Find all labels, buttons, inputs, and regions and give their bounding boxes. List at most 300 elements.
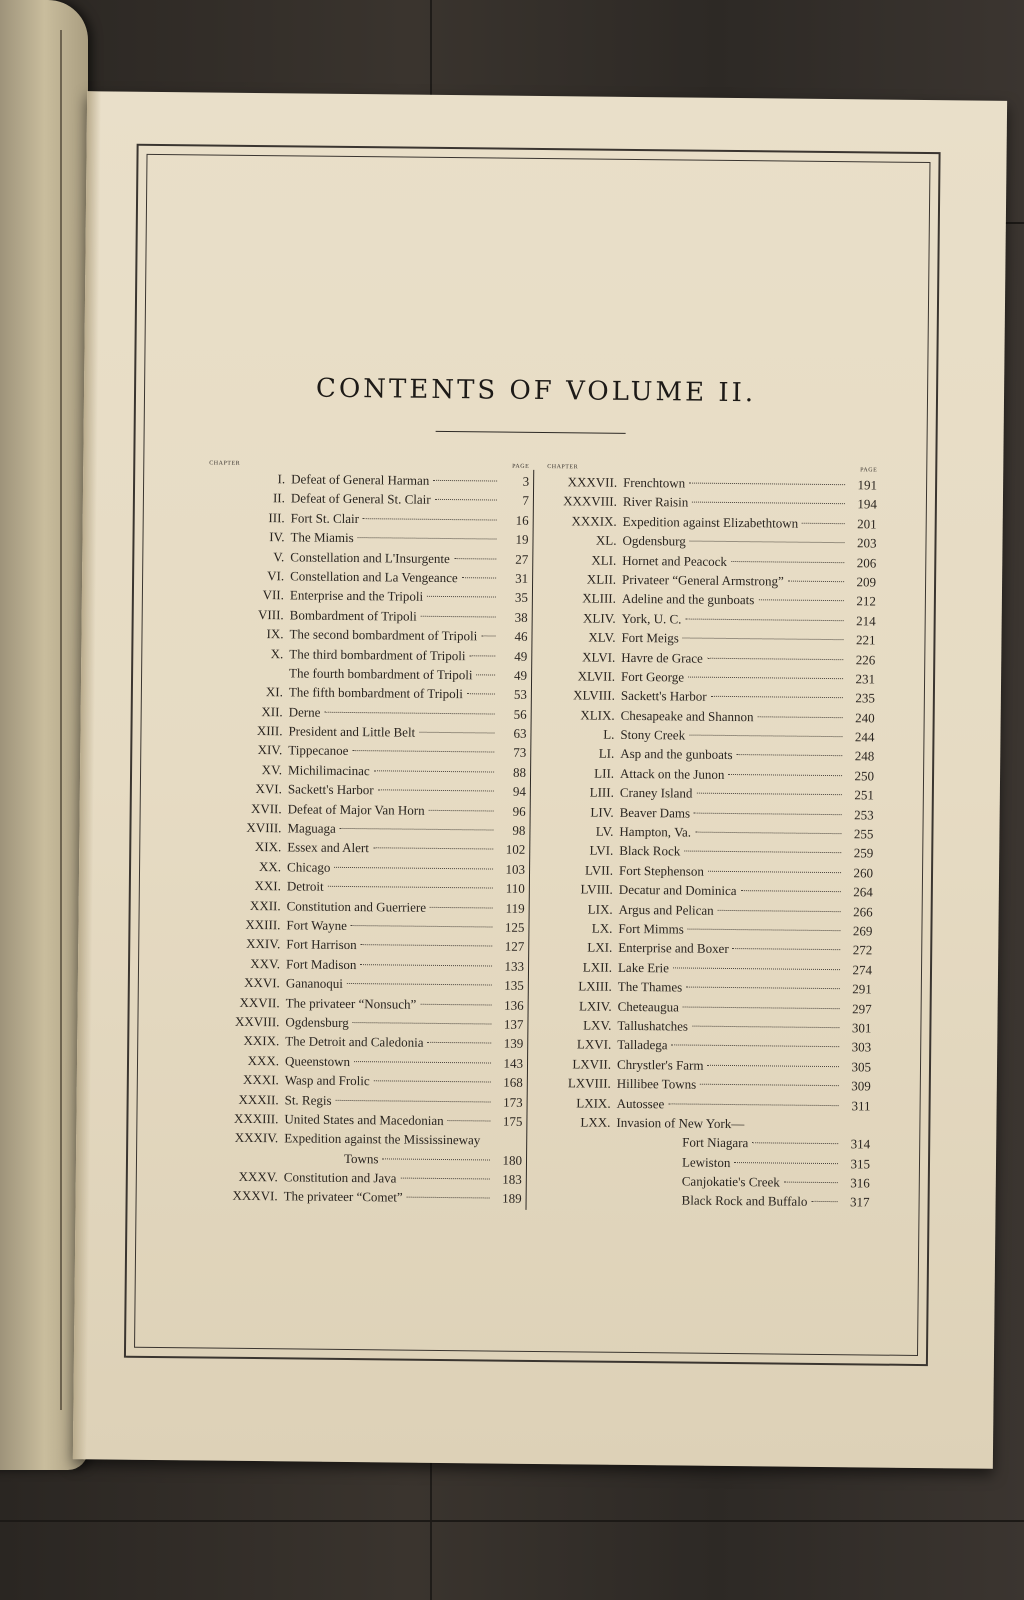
chapter-title: Constitution and Java bbox=[283, 1169, 397, 1186]
chapter-number: XLIX. bbox=[580, 707, 615, 723]
chapter-title: Canjokatie's Creek bbox=[681, 1173, 780, 1190]
chapter-title: River Raisin bbox=[622, 494, 689, 510]
leader-dots bbox=[427, 596, 496, 598]
leader-dots bbox=[448, 1120, 491, 1121]
leader-dots bbox=[400, 1178, 489, 1180]
chapter-title: Lake Erie bbox=[617, 959, 670, 976]
chapter-number: XXXVII. bbox=[567, 474, 618, 490]
page-number: 63 bbox=[513, 725, 527, 741]
leader-dots bbox=[419, 732, 494, 734]
leader-dots bbox=[363, 518, 497, 520]
chapter-number: XXVI. bbox=[244, 975, 280, 991]
chapter-number: XXXVIII. bbox=[563, 493, 617, 510]
page-number: 125 bbox=[504, 919, 525, 935]
chapter-title: Defeat of General St. Clair bbox=[290, 490, 431, 508]
leader-dots bbox=[700, 1084, 839, 1086]
leader-dots bbox=[752, 1143, 838, 1145]
chapter-number: XI. bbox=[265, 684, 283, 700]
leader-dots bbox=[689, 735, 842, 738]
chapter-title: Craney Island bbox=[619, 785, 693, 801]
page-number: 180 bbox=[502, 1152, 523, 1168]
chapter-title: Essex and Alert bbox=[287, 839, 369, 856]
page-number: 183 bbox=[502, 1171, 522, 1187]
page-number: 297 bbox=[852, 1000, 872, 1017]
page-number: 16 bbox=[515, 512, 529, 528]
page-number: 255 bbox=[853, 826, 874, 842]
leader-dots bbox=[683, 638, 844, 641]
chapter-number: XII. bbox=[261, 703, 283, 719]
page-number: 173 bbox=[503, 1094, 523, 1110]
page-number: 139 bbox=[503, 1035, 524, 1052]
leader-dots bbox=[711, 696, 843, 698]
chapter-title: Fort Wayne bbox=[286, 917, 348, 933]
chapter-number: V. bbox=[273, 548, 285, 564]
leader-dots bbox=[481, 636, 495, 637]
page-number: 88 bbox=[513, 764, 527, 780]
leader-dots bbox=[336, 1099, 491, 1102]
leader-dots bbox=[435, 499, 497, 501]
contents-entry bbox=[539, 1191, 869, 1214]
chapter-number: I. bbox=[277, 471, 286, 487]
leader-dots bbox=[334, 867, 493, 870]
leader-dots bbox=[692, 502, 845, 505]
leader-dots bbox=[688, 676, 843, 679]
chapter-title: Cheteaugua bbox=[617, 998, 680, 1015]
leader-dots bbox=[462, 577, 496, 578]
page-border-frame bbox=[124, 144, 941, 1366]
chapter-number: LVII. bbox=[584, 862, 614, 878]
page-number: 175 bbox=[502, 1113, 523, 1129]
chapter-number: XIII. bbox=[256, 723, 283, 739]
page-number: 303 bbox=[851, 1039, 872, 1055]
chapter-number: XXXIX. bbox=[571, 513, 617, 529]
chapter-number: LIV. bbox=[590, 804, 614, 820]
chapter-title: Fort George bbox=[621, 668, 685, 685]
chapter-title: Bombardment of Tripoli bbox=[289, 607, 417, 624]
leader-dots bbox=[684, 851, 841, 854]
chapter-title: York, U. C. bbox=[621, 610, 682, 627]
leader-dots bbox=[748, 1124, 838, 1125]
page-number: 3 bbox=[522, 473, 530, 489]
leader-dots bbox=[467, 694, 495, 695]
chapter-title: Gananoqui bbox=[285, 975, 343, 992]
chapter-number: XXX. bbox=[247, 1052, 280, 1069]
chapter-number: XL. bbox=[595, 532, 617, 548]
page-number: 203 bbox=[856, 535, 877, 551]
leader-dots bbox=[688, 929, 841, 932]
chapter-title: Decatur and Dominica bbox=[618, 882, 737, 899]
leader-dots bbox=[454, 558, 496, 559]
chapter-number: LXIX. bbox=[576, 1094, 611, 1111]
chapter-number: L. bbox=[603, 726, 615, 742]
chapter-number bbox=[540, 1165, 682, 1166]
page-number: 311 bbox=[851, 1097, 871, 1113]
page-number: 250 bbox=[854, 768, 875, 784]
leader-dots bbox=[353, 1022, 492, 1024]
chapter-number bbox=[540, 1203, 682, 1204]
page-number: 143 bbox=[503, 1055, 524, 1071]
leader-dots bbox=[733, 948, 841, 950]
chapter-title: The privateer “Comet” bbox=[283, 1188, 403, 1206]
chapter-number: XLIII. bbox=[582, 590, 616, 607]
chapter-number: XXIII. bbox=[245, 916, 281, 933]
page-number: 209 bbox=[856, 574, 877, 590]
leader-dots bbox=[758, 600, 844, 602]
chapter-number: XVIII. bbox=[246, 819, 282, 836]
chapter-title: Ogdensburg bbox=[285, 1014, 349, 1030]
chapter-title: Black Rock and Buffalo bbox=[681, 1192, 808, 1210]
leader-dots bbox=[708, 1064, 840, 1066]
chapter-number: XXIX. bbox=[243, 1033, 280, 1049]
chapter-number: LXX. bbox=[580, 1114, 611, 1130]
chapter-title: Michilimacinac bbox=[288, 762, 370, 779]
chapter-title: Fort Harrison bbox=[286, 936, 357, 953]
chapter-title: Autossee bbox=[616, 1095, 665, 1111]
chapter-number: VI. bbox=[267, 568, 285, 584]
page-number: 73 bbox=[513, 745, 527, 761]
leader-dots bbox=[347, 983, 492, 986]
chapter-title: The Miamis bbox=[290, 529, 354, 546]
leader-dots bbox=[737, 755, 843, 757]
page-number: 53 bbox=[513, 687, 527, 703]
page-number: 27 bbox=[515, 551, 529, 567]
contents-page bbox=[73, 91, 1007, 1469]
leader-dots bbox=[694, 812, 842, 815]
chapter-title: Fort Stephenson bbox=[618, 862, 705, 879]
page-number: 244 bbox=[854, 729, 875, 745]
page-number: 274 bbox=[852, 962, 873, 978]
leader-dots bbox=[802, 523, 845, 524]
chapter-number: XLI. bbox=[591, 552, 617, 568]
leader-dots bbox=[374, 1080, 491, 1082]
page-number: 168 bbox=[503, 1074, 523, 1090]
page-number: 206 bbox=[856, 554, 877, 571]
chapter-title: Black Rock bbox=[619, 843, 681, 859]
chapter-title: The second bombardment of Tripoli bbox=[289, 626, 478, 644]
chapter-title: Expedition against Elizabethtown bbox=[622, 513, 799, 531]
leader-dots bbox=[429, 809, 494, 811]
leader-dots bbox=[470, 655, 496, 656]
chapter-number: XVII. bbox=[250, 800, 282, 816]
chapter-number: LXI. bbox=[587, 939, 613, 956]
chapter-number: XVI. bbox=[255, 781, 282, 797]
leader-dots bbox=[686, 987, 840, 990]
leader-dots bbox=[361, 945, 493, 947]
chapter-number: XX. bbox=[258, 858, 282, 875]
chapter-title: Expedition against the Mississineway bbox=[284, 1130, 481, 1148]
page-number: 248 bbox=[854, 748, 875, 764]
chapter-title: Enterprise and the Tripoli bbox=[289, 587, 424, 605]
chapter-title: Chesapeake and Shannon bbox=[620, 707, 754, 724]
page-number: 316 bbox=[850, 1175, 870, 1191]
leader-dots bbox=[378, 790, 494, 792]
leader-dots bbox=[708, 871, 841, 873]
chapter-title: Talladega bbox=[617, 1037, 668, 1053]
chapter-title: Queenstown bbox=[284, 1053, 351, 1069]
leader-dots bbox=[673, 967, 840, 970]
leader-dots bbox=[328, 886, 493, 889]
chapter-number: X. bbox=[270, 645, 284, 661]
page-number: 314 bbox=[850, 1136, 871, 1152]
chapter-title: Asp and the gunboats bbox=[620, 746, 733, 763]
chapter-title: Argus and Pelican bbox=[618, 901, 714, 918]
chapter-number: XIV. bbox=[257, 742, 283, 758]
page-number: 251 bbox=[854, 787, 874, 803]
chapter-number: XIX. bbox=[254, 839, 282, 855]
chapter-number: LXVII. bbox=[572, 1056, 612, 1072]
chapter-number: LIII. bbox=[589, 784, 614, 801]
page-number: 269 bbox=[852, 923, 873, 939]
chapter-number: XXXIV. bbox=[234, 1130, 279, 1146]
chapter-title: The Thames bbox=[617, 978, 683, 995]
leader-dots bbox=[695, 832, 841, 835]
page-number: 226 bbox=[855, 651, 876, 668]
leader-dots bbox=[352, 751, 494, 753]
chapter-title: Hornet and Peacock bbox=[622, 552, 728, 569]
chapter-number: VIII. bbox=[258, 606, 284, 623]
chapter-number: XLVIII. bbox=[573, 687, 615, 704]
page-title: CONTENTS OF VOLUME II. bbox=[315, 373, 757, 409]
leader-dots bbox=[741, 890, 841, 892]
page-number: 94 bbox=[512, 783, 526, 800]
page-number: 194 bbox=[857, 496, 877, 512]
leader-dots bbox=[685, 618, 843, 621]
chapter-number: XXXII. bbox=[238, 1091, 279, 1107]
page-number: 272 bbox=[852, 942, 873, 958]
chapter-title: Fort Madison bbox=[285, 956, 357, 972]
chapter-title: Chrystler's Farm bbox=[616, 1056, 704, 1073]
chapter-number: XXVIII. bbox=[234, 1013, 280, 1030]
page-number: 98 bbox=[512, 822, 526, 838]
chapter-number: LXVI. bbox=[576, 1036, 612, 1053]
leader-dots bbox=[718, 909, 841, 911]
chapter-title: Beaver Dams bbox=[619, 804, 691, 821]
chapter-title: President and Little Belt bbox=[288, 723, 416, 740]
chapter-number: XLV. bbox=[588, 629, 616, 645]
page-number: 49 bbox=[514, 648, 528, 664]
chapter-title: Maguaga bbox=[287, 820, 336, 836]
leader-dots bbox=[689, 483, 845, 486]
chapter-title: Defeat of Major Van Horn bbox=[287, 801, 425, 818]
page-number: 201 bbox=[857, 516, 877, 532]
chapter-header: CHAPTER bbox=[209, 460, 241, 467]
page-number: 137 bbox=[503, 1016, 524, 1032]
page-number: 240 bbox=[855, 709, 875, 726]
chapter-title: Constitution and Guerriere bbox=[286, 897, 427, 915]
page-number: 38 bbox=[514, 609, 528, 625]
chapter-number: XXII. bbox=[249, 897, 281, 913]
page-number: 103 bbox=[505, 861, 526, 877]
page-number: 46 bbox=[514, 628, 528, 644]
page-header: PAGE bbox=[512, 463, 530, 470]
page-number: 49 bbox=[514, 667, 528, 683]
chapter-title: Fort Meigs bbox=[621, 629, 679, 646]
chapter-title: The fourth bombardment of Tripoli bbox=[289, 665, 473, 683]
page-number: 253 bbox=[854, 806, 874, 823]
page-number: 135 bbox=[504, 977, 524, 993]
page-number: 301 bbox=[851, 1020, 872, 1036]
page-number: 191 bbox=[857, 477, 878, 493]
chapter-number: XXV. bbox=[250, 955, 281, 972]
chapter-number bbox=[540, 1184, 682, 1185]
chapter-title: Fort St. Clair bbox=[290, 510, 360, 526]
chapter-number: XXVII. bbox=[239, 994, 280, 1010]
chapter-number: XXXVI. bbox=[232, 1188, 278, 1204]
leader-dots bbox=[421, 615, 496, 617]
chapter-title: Chicago bbox=[287, 859, 331, 875]
leader-dots bbox=[433, 480, 497, 482]
leader-dots bbox=[672, 1045, 840, 1048]
page-number: 102 bbox=[505, 842, 526, 858]
leader-dots bbox=[788, 581, 844, 583]
chapter-header: CHAPTER bbox=[547, 464, 579, 471]
chapter-title: Wasp and Frolic bbox=[284, 1072, 370, 1089]
leader-dots bbox=[707, 657, 843, 659]
page-number: 221 bbox=[855, 632, 876, 648]
leader-dots bbox=[374, 770, 494, 772]
chapter-title: Invasion of New York— bbox=[616, 1114, 745, 1132]
page-number: 259 bbox=[853, 845, 874, 861]
chapter-number bbox=[207, 676, 289, 677]
chapter-title: Ogdensburg bbox=[622, 533, 686, 549]
leader-dots bbox=[354, 1061, 491, 1063]
chapter-number: LII. bbox=[594, 765, 615, 781]
leader-dots bbox=[690, 541, 845, 544]
chapter-number: LXV. bbox=[583, 1017, 612, 1033]
chapter-title: The fifth bombardment of Tripoli bbox=[288, 684, 464, 702]
chapter-title: Havre de Grace bbox=[621, 649, 703, 666]
chapter-number: XXXV. bbox=[238, 1168, 278, 1185]
page-number: 260 bbox=[853, 865, 874, 881]
chapter-title: Tallushatches bbox=[617, 1017, 689, 1034]
leader-dots bbox=[360, 964, 492, 966]
chapter-number: LX. bbox=[591, 920, 613, 936]
chapter-title: St. Regis bbox=[284, 1091, 332, 1108]
chapter-number: XLIV. bbox=[582, 610, 616, 626]
leader-dots bbox=[383, 1158, 491, 1160]
chapter-number bbox=[540, 1145, 682, 1146]
chapter-number: XXXI. bbox=[243, 1072, 279, 1088]
chapter-number: XLVI. bbox=[582, 648, 616, 665]
leader-dots bbox=[351, 925, 493, 927]
chapter-title: Stony Creek bbox=[620, 726, 686, 743]
leader-dots bbox=[696, 793, 841, 796]
page-number: 305 bbox=[851, 1058, 872, 1075]
contents-entry bbox=[202, 1188, 522, 1211]
chapter-title: Constellation and La Vengeance bbox=[290, 568, 458, 586]
page-number: 309 bbox=[851, 1078, 871, 1094]
chapter-title: United States and Macedonian bbox=[284, 1111, 444, 1128]
chapter-title: Hampton, Va. bbox=[619, 823, 692, 840]
chapter-number: LVI. bbox=[589, 842, 614, 859]
page-number: 110 bbox=[505, 880, 525, 897]
leader-dots bbox=[358, 537, 497, 539]
chapter-title: Fort Mimms bbox=[618, 920, 684, 937]
chapter-title: Defeat of General Harman bbox=[291, 471, 430, 488]
chapter-number: LXIV. bbox=[578, 997, 612, 1014]
leader-dots bbox=[430, 906, 493, 908]
chapter-title: Enterprise and Boxer bbox=[618, 940, 729, 957]
chapter-number: LXIII. bbox=[578, 978, 612, 994]
chapter-title: Lewiston bbox=[681, 1154, 731, 1170]
leader-dots bbox=[407, 1197, 490, 1199]
page-number: 136 bbox=[504, 997, 524, 1013]
page-number: 119 bbox=[505, 900, 525, 916]
chapter-title: Hillibee Towns bbox=[616, 1075, 697, 1092]
chapter-title: Derne bbox=[288, 704, 321, 720]
leader-dots bbox=[477, 674, 496, 675]
chapter-number: III. bbox=[268, 509, 285, 526]
page-number: 35 bbox=[514, 590, 528, 606]
page-number: 189 bbox=[502, 1191, 522, 1207]
chapter-number: LXVIII. bbox=[567, 1075, 611, 1091]
chapter-title: Attack on the Junon bbox=[619, 765, 725, 782]
chapter-title: Privateer “General Armstrong” bbox=[622, 571, 784, 589]
chapter-title: Sackett's Harbor bbox=[287, 781, 374, 798]
leader-dots bbox=[734, 1162, 838, 1164]
page-number: 96 bbox=[512, 803, 526, 819]
leader-dots bbox=[692, 1026, 839, 1029]
chapter-title: Fort Niagara bbox=[682, 1134, 749, 1151]
floor-plank-seam bbox=[0, 1520, 1024, 1522]
chapter-number: XXXIII. bbox=[233, 1110, 279, 1127]
page-number: 264 bbox=[853, 884, 873, 900]
chapter-title: The privateer “Nonsuch” bbox=[285, 994, 417, 1012]
page-number: 291 bbox=[852, 981, 872, 997]
chapter-title: Adeline and the gunboats bbox=[621, 591, 755, 608]
page-number: 317 bbox=[850, 1194, 870, 1210]
chapter-number: LVIII. bbox=[580, 881, 613, 897]
chapter-title: The third bombardment of Tripoli bbox=[289, 645, 466, 663]
chapter-number: XV. bbox=[261, 761, 283, 778]
chapter-number: LXII. bbox=[582, 959, 613, 975]
chapter-number: XXIV. bbox=[246, 936, 281, 952]
page-number: 266 bbox=[853, 903, 873, 920]
page-number: 56 bbox=[513, 706, 527, 722]
contents-right-column bbox=[539, 464, 877, 1214]
chapter-number: IV. bbox=[269, 529, 285, 545]
chapter-title: Constellation and L'Insurgente bbox=[290, 548, 450, 566]
page-number: 127 bbox=[504, 939, 525, 955]
page-number: 212 bbox=[856, 593, 876, 609]
chapter-title: Tippecanoe bbox=[288, 742, 349, 759]
chapter-title: The Detroit and Caledonia bbox=[285, 1033, 424, 1051]
chapter-title: Towns bbox=[343, 1150, 379, 1167]
page-number: 7 bbox=[522, 493, 530, 509]
chapter-number: VII. bbox=[262, 587, 285, 603]
chapter-number: LIX. bbox=[587, 901, 613, 917]
page-header: PAGE bbox=[860, 467, 878, 474]
leader-dots bbox=[728, 774, 842, 776]
leader-dots bbox=[784, 1182, 838, 1184]
chapter-title: Sackett's Harbor bbox=[620, 688, 707, 705]
leader-dots bbox=[811, 1201, 837, 1202]
leader-dots bbox=[668, 1103, 838, 1106]
chapter-number: LV. bbox=[595, 823, 614, 839]
leader-dots bbox=[324, 711, 494, 714]
page-number: 315 bbox=[850, 1155, 871, 1172]
chapter-number: LI. bbox=[598, 746, 615, 762]
leader-dots bbox=[758, 716, 843, 718]
page-number: 31 bbox=[515, 570, 529, 586]
page-number: 235 bbox=[855, 690, 875, 706]
page-number: 231 bbox=[855, 671, 876, 687]
leader-dots bbox=[373, 848, 493, 850]
chapter-number: XXI. bbox=[254, 878, 281, 894]
page-number: 214 bbox=[856, 613, 876, 629]
page-number: 19 bbox=[515, 531, 529, 548]
chapter-number: XLVII. bbox=[577, 668, 616, 684]
